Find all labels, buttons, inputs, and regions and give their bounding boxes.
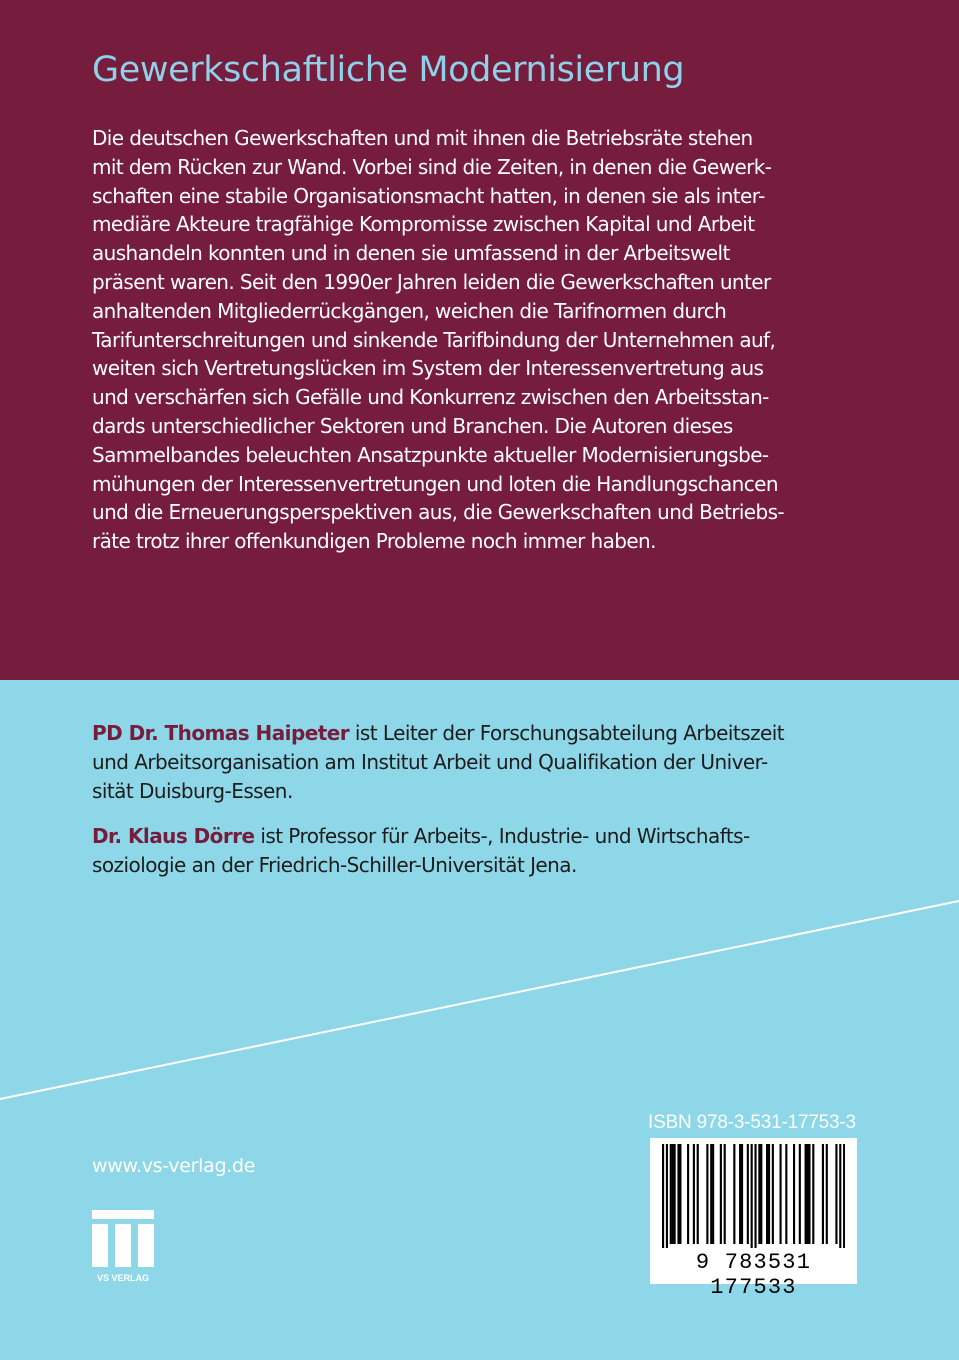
barcode-bar <box>785 1144 787 1244</box>
blurb-line: anhaltenden Mitgliederrückgängen, weichen die Tarifnormen durch <box>92 298 727 323</box>
barcode-bar <box>687 1144 689 1244</box>
barcode-bar <box>706 1144 708 1244</box>
barcode-bar <box>839 1144 841 1248</box>
barcode-bar <box>826 1144 828 1244</box>
blurb-line: aushandeln konnten und in denen sie umfassend in der Arbeitswelt <box>92 241 730 266</box>
blurb-text <box>92 124 852 556</box>
isbn-label: ISBN 978-3-531-17753-3 <box>648 1112 856 1133</box>
author-bio-line: soziologie an der Friedrich-Schiller-Universität Jena. <box>92 853 577 877</box>
barcode-bar <box>772 1144 774 1244</box>
barcode-bar <box>806 1144 808 1244</box>
barcode-bar <box>712 1144 714 1244</box>
barcode-bar <box>710 1144 712 1244</box>
barcode-bar <box>670 1144 672 1244</box>
barcode-bar <box>799 1144 801 1244</box>
barcode-bar <box>780 1144 782 1244</box>
barcode <box>650 1138 857 1300</box>
author-bio-line: und Arbeitsorganisation am Institut Arbeit und Qualifikation der Univer- <box>92 750 768 774</box>
barcode-bar <box>679 1144 681 1244</box>
barcode-bar <box>672 1144 674 1244</box>
barcode-bar <box>666 1144 668 1248</box>
blurb-line: mit dem Rücken zur Wand. Vorbei sind die Zeiten, in denen die Gewerk- <box>92 154 772 179</box>
barcode-number: 9 783531 177533 <box>695 1250 812 1300</box>
blurb-line: Die deutschen Gewerkschaften und mit ihnen die Betriebsräte stehen <box>92 126 753 150</box>
author-bio-haipeter <box>92 719 862 806</box>
author-bio-text: ist Professor für Arbeits-, Industrie- und Wirtschafts- <box>254 824 750 848</box>
barcode-bar <box>733 1144 735 1244</box>
barcode-bar <box>697 1144 699 1244</box>
blurb-line: schaften eine stabile Organisationsmacht hatten, in denen sie als inter- <box>92 183 765 208</box>
barcode-bar <box>677 1144 679 1244</box>
author-name: Dr. Klaus Dörre <box>92 824 255 848</box>
vs-verlag-logo <box>92 1210 154 1284</box>
book-title: Gewerkschaftliche Modernisierung <box>92 50 685 90</box>
barcode-bar <box>693 1144 695 1244</box>
barcode-bar <box>768 1144 770 1244</box>
author-bio-text: ist Leiter der Forschungsabteilung Arbeitszeit <box>349 721 785 745</box>
blurb-line: Sammelbandes beleuchten Ansatzpunkte aktueller Modernisierungsbe- <box>92 442 769 467</box>
barcode-bar <box>724 1144 726 1244</box>
author-name: PD Dr. Thomas Haipeter <box>92 721 350 745</box>
barcode-bar <box>805 1144 807 1244</box>
blurb-line: Tarifunterschreitungen und sinkende Tarifbindung der Unternehmen auf, <box>92 327 776 352</box>
barcode-bar <box>760 1144 762 1244</box>
barcode-bar <box>720 1144 722 1244</box>
blurb-line: und die Erneuerungsperspektiven aus, die Gewerkschaften und Betriebs- <box>92 500 785 525</box>
barcode-bar <box>808 1144 810 1244</box>
barcode-bars <box>662 1144 845 1248</box>
barcode-bar <box>739 1144 741 1244</box>
barcode-bar <box>662 1144 664 1248</box>
barcode-bar <box>741 1144 743 1244</box>
barcode-bar <box>793 1144 795 1244</box>
barcode-bar <box>758 1144 760 1244</box>
blurb-line: weiten sich Vertretungslücken im System der Interessenvertretung aus <box>92 356 764 381</box>
logo-text: VS VERLAG <box>96 1273 150 1283</box>
barcode-bar <box>812 1144 814 1244</box>
author-bio-doerre <box>92 822 862 880</box>
barcode-bar <box>747 1144 749 1244</box>
barcode-bar <box>843 1144 845 1248</box>
blurb-line: mediäre Akteure tragfähige Kompromisse zwischen Kapital und Arbeit <box>92 212 755 237</box>
blurb-line: dards unterschiedlicher Sektoren und Branchen. Die Autoren dieses <box>92 413 733 438</box>
barcode-bar <box>822 1144 824 1244</box>
barcode-bar <box>835 1144 837 1244</box>
author-bio-line: sität Duisburg-Essen. <box>92 779 293 803</box>
blurb-line: mühungen der Interessenvertretungen und loten die Handlungschancen <box>92 471 778 496</box>
barcode-bar <box>766 1144 768 1244</box>
barcode-bar <box>754 1144 756 1248</box>
blurb-line: räte trotz ihrer offenkundigen Probleme noch immer haben. <box>92 529 656 554</box>
barcode-bar <box>751 1144 753 1248</box>
barcode-bar <box>674 1144 676 1244</box>
publisher-website[interactable]: www.vs-verlag.de <box>92 1155 256 1177</box>
blurb-line: präsent waren. Seit den 1990er Jahren leiden die Gewerkschaften unter <box>92 269 771 294</box>
blurb-line: und verschärfen sich Gefälle und Konkurrenz zwischen den Arbeitsstan- <box>92 385 769 410</box>
